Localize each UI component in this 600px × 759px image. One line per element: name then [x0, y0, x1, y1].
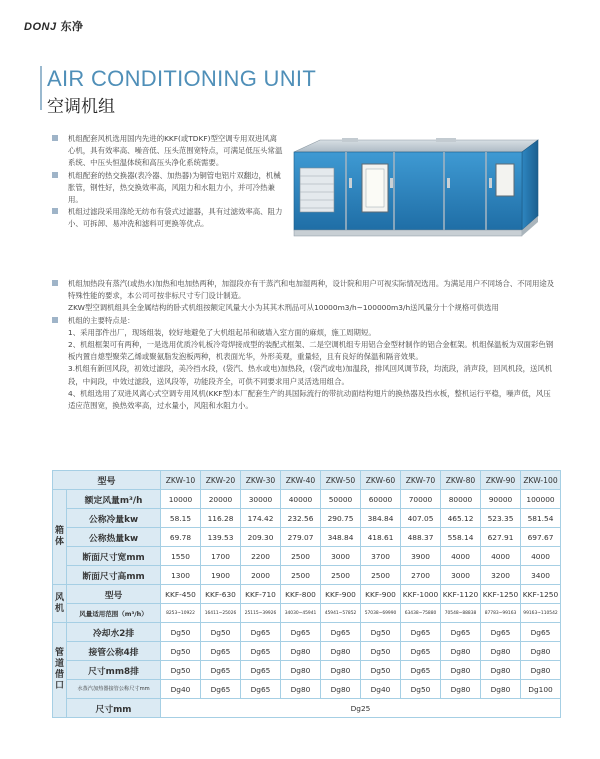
table-cell: 3700 [361, 547, 401, 566]
table-cell: Dg65 [241, 642, 281, 661]
table-cell: 70548~88838 [441, 604, 481, 623]
table-cell: Dg80 [441, 661, 481, 680]
air-conditioning-unit-image [286, 138, 544, 246]
table-row [53, 566, 561, 585]
table-cell: 697.67 [521, 528, 561, 547]
table-row [53, 661, 561, 680]
bullet-text: 机组加热段有蒸汽(或热水)加热和电加热两种，加湿段亦有干蒸汽和电加湿两种，设计院和用户可视实际情况选用。为满足用户不同场合、不同用途及特殊性能的要求，本公司可按非标尺寸专门设计制造。 [68, 279, 555, 301]
table-cell: Dg65 [281, 623, 321, 642]
table-cell: 1700 [201, 547, 241, 566]
table-cell: KKF-1120 [441, 585, 481, 604]
table-cell: 279.07 [281, 528, 321, 547]
table-cell: KKF-1250 [481, 585, 521, 604]
zkw-paragraph [52, 302, 557, 314]
zkw-text: ZKW型空调机组具全金属结构的卧式机组按额定风量大小为其其木刑品可从10000m3/h~100000m3/h送风量分十个规格可供选用 [68, 303, 499, 313]
table-cell: 2700 [401, 566, 441, 585]
brand-logo-text: DONJ [24, 21, 57, 33]
model-cell: ZKW-70 [401, 471, 441, 490]
table-cell: 1900 [201, 566, 241, 585]
feature-item: 1、采用部件出厂，现场组装，较好地避免了大机组起吊和破墙入室方面的麻烦，施工周期短。 [68, 327, 376, 337]
bullet-marker [52, 135, 58, 141]
table-cell: 2200 [241, 547, 281, 566]
table-cell: Dg80 [481, 661, 521, 680]
table-cell: 2500 [361, 566, 401, 585]
features-heading [52, 315, 557, 327]
row-label: 水蒸汽加热器接管公称尺寸mm [67, 680, 161, 699]
table-cell: 232.56 [281, 509, 321, 528]
table-cell: 69.78 [161, 528, 201, 547]
table-cell: Dg65 [441, 623, 481, 642]
model-cell: ZKW-80 [441, 471, 481, 490]
model-cell: ZKW-20 [201, 471, 241, 490]
table-row [53, 528, 561, 547]
table-cell: 90000 [481, 490, 521, 509]
table-cell: 50000 [321, 490, 361, 509]
table-cell: 3400 [521, 566, 561, 585]
table-cell: Dg50 [361, 661, 401, 680]
table-cell: Dg65 [201, 642, 241, 661]
table-cell: Dg40 [161, 680, 201, 699]
table-cell: 4000 [521, 547, 561, 566]
model-cell: ZKW-30 [241, 471, 281, 490]
row-label: 公称冷量kw [67, 509, 161, 528]
table-row [53, 623, 561, 642]
table-cell: Dg80 [481, 642, 521, 661]
title-accent-line [40, 66, 42, 110]
table-cell: 16411~25026 [201, 604, 241, 623]
table-cell: Dg50 [361, 642, 401, 661]
table-row [53, 585, 561, 604]
table-row [53, 604, 561, 623]
feature-item: 2、机组框架可有两种，一是选用优质冷轧板冷弯焊接成型的装配式框架、二是空调机组专用铝合金型材制作的铝合金框架。机组保温板为双面彩色钢板内置自熄型聚荣乙烯或聚氨脂发泡板两种，机表面光华，外形美观，重量轻，且有良好的保温和隔音效果。 [68, 340, 554, 362]
table-cell: Dg50 [161, 623, 201, 642]
table-cell: 627.91 [481, 528, 521, 547]
table-cell: KKF-1250 [521, 585, 561, 604]
bullet-list [52, 133, 284, 231]
table-cell: 558.14 [441, 528, 481, 547]
table-cell: Dg65 [241, 661, 281, 680]
table-cell: Dg65 [481, 623, 521, 642]
table-cell: 10000 [161, 490, 201, 509]
table-cell: 174.42 [241, 509, 281, 528]
table-cell: 30000 [241, 490, 281, 509]
table-cell: Dg50 [161, 661, 201, 680]
table-cell: 418.61 [361, 528, 401, 547]
table-cell: Dg50 [161, 642, 201, 661]
table-row [53, 547, 561, 566]
table-cell: Dg80 [321, 680, 361, 699]
table-cell: Dg100 [521, 680, 561, 699]
table-cell: 2500 [281, 547, 321, 566]
table-cell: KKF-450 [161, 585, 201, 604]
table-cell: 45941~57852 [321, 604, 361, 623]
table-cell: KKF-900 [361, 585, 401, 604]
table-cell: 80000 [441, 490, 481, 509]
table-cell: 139.53 [201, 528, 241, 547]
table-cell: 3200 [481, 566, 521, 585]
table-cell: Dg65 [201, 661, 241, 680]
body-text [52, 278, 557, 412]
table-cell: 20000 [201, 490, 241, 509]
table-cell: 99163~110542 [521, 604, 561, 623]
table-cell: Dg65 [521, 623, 561, 642]
bullet-item [52, 206, 284, 230]
bullet-item [52, 133, 284, 170]
table-cell: Dg80 [521, 642, 561, 661]
table-cell: Dg80 [521, 661, 561, 680]
table-cell: 407.05 [401, 509, 441, 528]
table-cell: Dg50 [201, 623, 241, 642]
feature-item: 3.机组有新回风段，初效过滤段，美冷挡水段，(袋汽、热水或电)加热段，(袋汽或电)加温段，排风回风调节段，均流段，消声段，回风机段，送风机段，中间段，中效过滤段，送风段等，功能段齐全，可供不同要求用户灵活选用组合。 [68, 364, 553, 386]
table-header-row [53, 471, 561, 490]
features-title: 机组的主要特点是： [68, 315, 135, 325]
table-cell: KKF-800 [281, 585, 321, 604]
table-cell: 58.15 [161, 509, 201, 528]
table-cell: 34030~45941 [281, 604, 321, 623]
table-cell: 1550 [161, 547, 201, 566]
table-cell: 4000 [441, 547, 481, 566]
group-box-label: 箱体 [53, 490, 67, 585]
table-cell: 4000 [481, 547, 521, 566]
bullet-text: 机组配套的热交换器(表冷器、加热器)为铜管电铝片双翻边，机械胀管，钢性好，热交换效率高，风阻力和水阻力小，并可冷热兼用。 [68, 170, 281, 205]
table-cell: Dg80 [441, 680, 481, 699]
table-cell: 581.54 [521, 509, 561, 528]
page-title-cn: 空调机组 [47, 97, 115, 117]
table-row [53, 490, 561, 509]
table-cell: Dg25 [161, 699, 561, 718]
page-title-en: AIR CONDITIONING UNIT [47, 66, 317, 91]
table-cell: Dg80 [281, 642, 321, 661]
bullet-item [52, 278, 557, 302]
table-cell: Dg65 [241, 623, 281, 642]
group-pipe-label: 管道借口 [53, 623, 67, 718]
table-cell: Dg50 [401, 680, 441, 699]
row-label: 尺寸mm8排 [67, 661, 161, 680]
table-cell: KKF-710 [241, 585, 281, 604]
model-cell: ZKW-10 [161, 471, 201, 490]
table-row [53, 699, 561, 718]
table-cell: Dg80 [281, 680, 321, 699]
table-cell: Dg65 [401, 623, 441, 642]
table-cell: Dg80 [481, 680, 521, 699]
bullet-marker [52, 280, 58, 286]
table-cell: Dg40 [361, 680, 401, 699]
table-cell: Dg65 [401, 661, 441, 680]
table-cell: 8253~10922 [161, 604, 201, 623]
table-cell: Dg65 [241, 680, 281, 699]
table-cell: 2000 [241, 566, 281, 585]
table-cell: Dg80 [281, 661, 321, 680]
table-cell: Dg80 [321, 642, 361, 661]
row-label: 接管公称4排 [67, 642, 161, 661]
bullet-text: 机组过滤段采用涤纶无纺布有袋式过滤器，具有过滤效率高、阻力小、可拆卸、易冲洗和滤料可更换等优点。 [68, 207, 283, 229]
bullet-marker [52, 172, 58, 178]
table-cell: Dg80 [441, 642, 481, 661]
table-cell: 25115~39926 [241, 604, 281, 623]
table-cell: 63438~75880 [401, 604, 441, 623]
table-cell: 1300 [161, 566, 201, 585]
table-cell: 348.84 [321, 528, 361, 547]
row-label: 公称热量kw [67, 528, 161, 547]
table-cell: 384.84 [361, 509, 401, 528]
brand-name: 东净 [60, 20, 84, 33]
table-row [53, 509, 561, 528]
row-label: 型号 [67, 585, 161, 604]
table-cell: 3000 [441, 566, 481, 585]
table-cell: 57038~69990 [361, 604, 401, 623]
table-cell: 60000 [361, 490, 401, 509]
bullet-marker [52, 208, 58, 214]
brand-logo [24, 18, 84, 34]
table-cell: 209.30 [241, 528, 281, 547]
table-row [53, 642, 561, 661]
row-label: 额定风量m³/h [67, 490, 161, 509]
table-cell: 40000 [281, 490, 321, 509]
bullet-item [52, 170, 284, 207]
model-header: 型号 [53, 471, 161, 490]
table-cell: 2500 [321, 566, 361, 585]
model-cell: ZKW-60 [361, 471, 401, 490]
spec-table [52, 470, 561, 718]
table-cell: KKF-900 [321, 585, 361, 604]
table-cell: Dg50 [361, 623, 401, 642]
model-cell: ZKW-40 [281, 471, 321, 490]
bullet-marker [52, 317, 58, 323]
table-cell: 116.28 [201, 509, 241, 528]
row-label: 风量适用范围（m³/h） [67, 604, 161, 623]
table-cell: 290.75 [321, 509, 361, 528]
table-cell: 523.35 [481, 509, 521, 528]
row-label: 断面尺寸高mm [67, 566, 161, 585]
model-cell: ZKW-90 [481, 471, 521, 490]
table-cell: 2500 [281, 566, 321, 585]
table-cell: 465.12 [441, 509, 481, 528]
table-cell: Dg80 [321, 661, 361, 680]
row-label: 断面尺寸宽mm [67, 547, 161, 566]
table-cell: KKF-1000 [401, 585, 441, 604]
table-cell: KKF-630 [201, 585, 241, 604]
bullet-text: 机组配套风机选用国内先进的KKF(或TDKF)型空调专用双进风离心机，具有效率高、噪音低、压头范围宽特点，可满足低压头常温系统、中压头恒温体统和高压头净化系统需要。 [68, 134, 283, 168]
table-cell: 3900 [401, 547, 441, 566]
model-cell: ZKW-50 [321, 471, 361, 490]
row-label: 冷却水2排 [67, 623, 161, 642]
table-cell: 70000 [401, 490, 441, 509]
table-cell: 3000 [321, 547, 361, 566]
table-cell: 100000 [521, 490, 561, 509]
feature-item: 4、机组选用了双进风离心式空调专用风机(KKF型)本厂配套生产的具国际流行的带抗动面结构翅片的换热器及挡水板，整机运行平稳，噪声低，风压适应范围宽，换热效率高，过水量小，风阻和水阻力小。 [68, 388, 551, 411]
table-cell: Dg65 [201, 680, 241, 699]
model-cell: ZKW-100 [521, 471, 561, 490]
table-cell: Dg65 [401, 642, 441, 661]
row-label: 尺寸mm [67, 699, 161, 718]
table-cell: 87783~99163 [481, 604, 521, 623]
table-row [53, 680, 561, 699]
table-cell: 488.37 [401, 528, 441, 547]
table-cell: Dg65 [321, 623, 361, 642]
group-fan-label: 风机 [53, 585, 67, 623]
